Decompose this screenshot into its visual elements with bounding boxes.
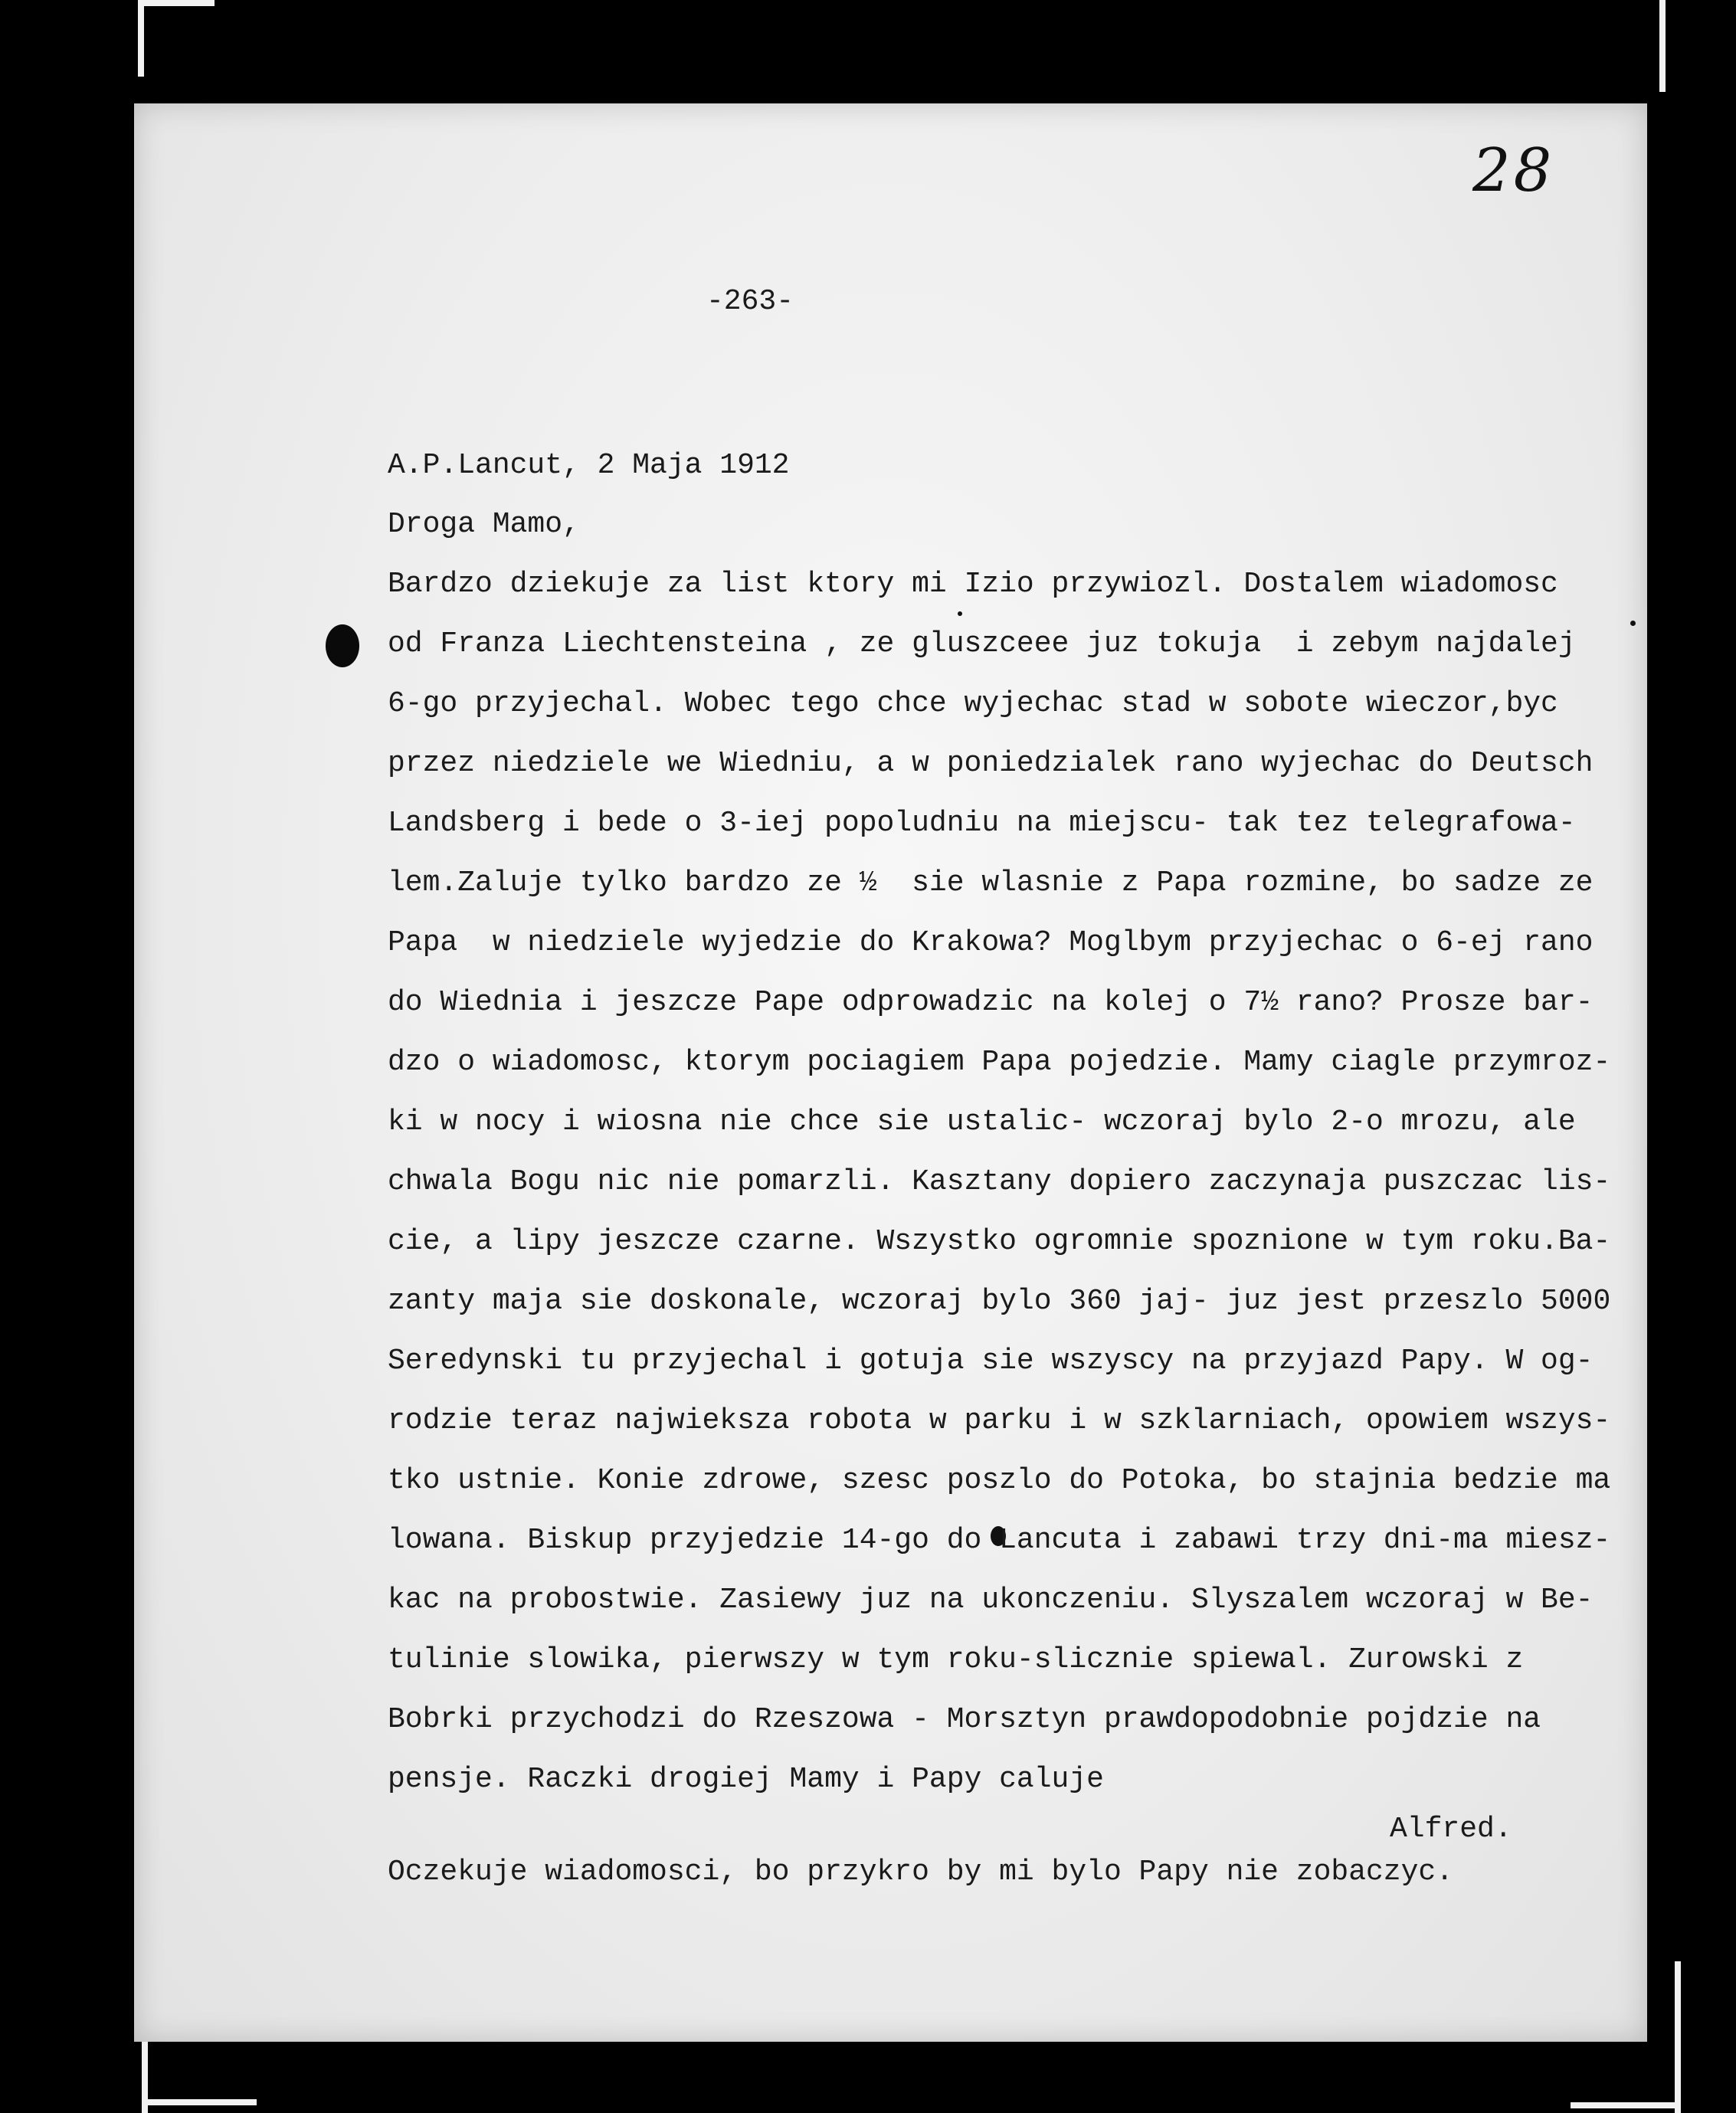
body-line: tulinie slowika, pierwszy w tym roku-slicznie spiewal. Zurowski z (388, 1643, 1524, 1676)
body-line: od Franza Liechtensteina , ze gluszceee juz tokuja i zebym najdalej (388, 627, 1576, 660)
body-line: Bobrki przychodzi do Rzeszowa - Morsztyn prawdopodobnie pojdzie na (388, 1703, 1541, 1736)
body-line: lem.Zaluje tylko bardzo ze ½ sie wlasnie z Papa rozmine, bo sadze ze (388, 866, 1594, 899)
film-frame-edge (142, 2099, 257, 2105)
body-line: kac na probostwie. Zasiewy juz na ukonczeniu. Slyszalem wczoraj w Be- (388, 1584, 1594, 1617)
postscript: Oczekuje wiadomosci, bo przykro by mi bylo Papy nie zobaczyc. (388, 1856, 1454, 1889)
body-line: Papa w niedziele wyjedzie do Krakowa? Moglbym przyjechac o 6-ej rano (388, 926, 1594, 959)
page-number: -263- (706, 285, 794, 318)
body-line: 6-go przyjechal. Wobec tego chce wyjechac stad w sobote wieczor,byc (388, 687, 1558, 720)
film-frame-edge (138, 0, 215, 6)
body-line: do Wiednia i jeszcze Pape odprowadzic na kolej o 7½ rano? Prosze bar- (388, 986, 1594, 1019)
film-frame-edge (138, 0, 144, 77)
body-line: chwala Bogu nic nie pomarzli. Kasztany dopiero zaczynaja puszczac lis- (388, 1165, 1611, 1198)
film-frame-edge (1571, 2102, 1681, 2108)
body-line: lowana. Biskup przyjedzie 14-go do Lancuta i zabawi trzy dni-ma miesz- (388, 1524, 1611, 1557)
folio-number: 28 (1472, 136, 1555, 205)
body-line: przez niedziele we Wiedniu, a w poniedzialek rano wyjechac do Deutsch (388, 747, 1594, 780)
film-frame-edge (1659, 0, 1666, 92)
body-line: dzo o wiadomosc, ktorym pociagiem Papa pojedzie. Mamy ciagle przymroz- (388, 1046, 1611, 1079)
salutation: Droga Mamo, (388, 508, 580, 541)
body-line: Bardzo dziekuje za list ktory mi Izio przywiozl. Dostalem wiadomosc (388, 568, 1558, 601)
signature: Alfred. (1390, 1813, 1512, 1846)
body-line: zanty maja sie doskonale, wczoraj bylo 360 jaj- juz jest przeszlo 5000 (388, 1285, 1611, 1318)
punch-hole (326, 624, 359, 667)
body-line: rodzie teraz najwieksza robota w parku i w szklarniach, opowiem wszys- (388, 1404, 1611, 1437)
body-line: pensje. Raczki drogiej Mamy i Papy caluje (388, 1763, 1104, 1796)
letter-body (388, 437, 1644, 1895)
body-line: cie, a lipy jeszcze czarne. Wszystko ogromnie spoznione w tym roku.Ba- (388, 1225, 1611, 1258)
dateline: A.P.Lancut, 2 Maja 1912 (388, 449, 790, 482)
body-line: ki w nocy i wiosna nie chce sie ustalic- wczoraj bylo 2-o mrozu, ale (388, 1106, 1576, 1138)
film-frame-edge (1675, 1961, 1681, 2113)
body-line: Landsberg i bede o 3-iej popoludniu na miejscu- tak tez telegrafowa- (388, 807, 1576, 840)
body-line: tko ustnie. Konie zdrowe, szesc poszlo do Potoka, bo stajnia bedzie ma (388, 1464, 1611, 1497)
body-line: Seredynski tu przyjechal i gotuja sie wszyscy na przyjazd Papy. W og- (388, 1345, 1594, 1378)
